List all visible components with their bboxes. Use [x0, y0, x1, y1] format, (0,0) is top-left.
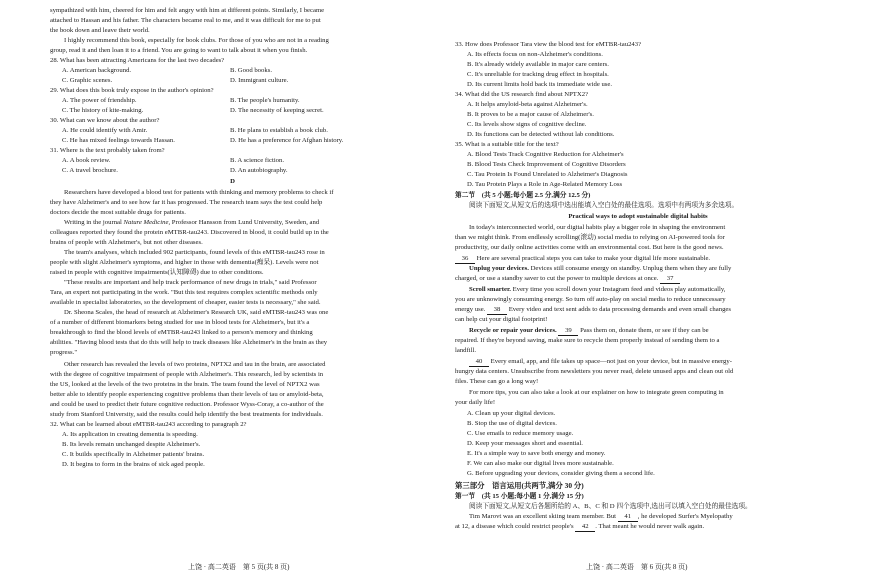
question-32-option: A. Its application in creating dementia is speeding. — [62, 431, 198, 438]
text-line: raised in people with cognitive impairments(认知障碍) due to other conditions. — [50, 269, 264, 276]
text-line: files. These can go a long way! — [455, 378, 539, 385]
text-line: 36 Here are several practical steps you can take to make your digital life more sustainable. — [455, 254, 821, 264]
question-35-option: B. Blood Tests Check Improvement of Cognitive Disorders — [467, 161, 626, 168]
text-line: hungry data centers. Unsubscribe from newsletters you never read, delete unused apps and clean out old — [455, 368, 734, 375]
text-line: For more tips, you can also take a look at our explainer on how to integrate green computing in — [469, 389, 724, 396]
question-33-option: C. It's unreliable for tracking drug effect in hospitals. — [467, 71, 609, 78]
text-line: abilities. "Having blood tests that do this will help to track diseases like Alzheimer's in the brain as they — [50, 339, 328, 346]
text-line: progress." — [50, 349, 78, 356]
text-line: Other research has revealed the levels of two proteins, NPTX2 and tau in the brain, are associated — [64, 361, 326, 368]
gap-fill-option: E. It's a simple way to save both energy and money. — [467, 450, 606, 457]
question-35-stem: 35. What is a suitable title for the text? — [455, 141, 559, 148]
question-34-option: B. It proves to be a major cause of Alzheimer's. — [467, 111, 594, 118]
text-line: they have Alzheimer's and to see how far it has progressed. The research team says the test could help — [50, 199, 323, 206]
text-line: than we might think. From endlessly scrolling(滚动) social media to relying on AI-powered tools for — [455, 234, 725, 241]
question-28-options: C. Graphic scenes. D. Immigrant culture. — [62, 77, 289, 84]
text-line: repaired. If they're beyond saving, make sure to recycle them properly instead of sending them to a — [455, 337, 720, 344]
text-line: productivity, our daily online activities come with an environmental cost. But here is the good news. — [455, 244, 724, 251]
page-footer-6: 上饶 · 高二英语 第 6 页(共 8 页) — [586, 563, 688, 571]
part-3-instruction: 阅读下面短文,从短文后各题所给的 A、B、C 和 D 四个选项中,选出可以填入空白处的最佳选项。 — [469, 503, 752, 510]
question-34-option: C. Its levels show signs of cognitive decline. — [467, 121, 587, 128]
text-line: people with slight Alzheimer's symptoms, and higher in those with dementia(痴呆). Levels were not — [50, 259, 319, 266]
text-line: landfill. — [455, 347, 476, 354]
blank-40: 40 — [469, 358, 489, 367]
gap-fill-option: F. We can also make our digital lives more sustainable. — [467, 460, 614, 467]
section-heading-d: D — [230, 178, 235, 185]
blank-39: 39 — [558, 327, 578, 336]
question-34-option: A. It helps amyloid-beta against Alzheimer's. — [467, 101, 588, 108]
left-column — [50, 6, 415, 578]
journal-name: Nature Medicine — [123, 219, 169, 226]
text-line: your daily life! — [455, 399, 496, 406]
question-34-stem: 34. What did the US research find about NPTX2? — [455, 91, 589, 98]
question-32-option: C. It builds specifically in Alzheimer patients' brains. — [62, 451, 205, 458]
question-29-options: C. The history of kite-making. D. The necessity of keeping secret. — [62, 107, 324, 114]
question-34-option: D. Its functions can be detected without lab conditions. — [467, 131, 615, 138]
blank-42: 42 — [575, 523, 595, 532]
question-31-options: A. A book review. B. A science fiction. — [62, 157, 285, 164]
question-30-options: C. He has mixed feelings towards Hassan. D. He has a preference for Afghan history. — [62, 137, 344, 144]
text-line: Writing in the journal Nature Medicine, Professor Hansson from Lund University, Sweden, and — [64, 219, 320, 226]
question-32-option: B. Its levels remain unchanged despite Alzheimer's. — [62, 441, 201, 448]
question-32-option: D. It begins to form in the brains of sick aged people. — [62, 461, 205, 468]
text-line: study from Stanford University, said the results could help identify the best treatments for individuals. — [50, 411, 323, 418]
question-32-stem: 32. What can be learned about eMTBR-tau243 according to paragraph 2? — [50, 421, 247, 428]
question-35-option: D. Tau Protein Plays a Role in Age-Related Memory Loss — [467, 181, 623, 188]
text-line: In today's interconnected world, our digital habits play a bigger role in shaping the environment — [469, 224, 726, 231]
blank-37: 37 — [660, 275, 680, 284]
question-33-option: D. Its current limits hold back its immediate wide use. — [467, 81, 613, 88]
text-line: at 12, a disease which could restrict people's 42 . That meant he would never walk again. — [455, 523, 705, 530]
text-line: attached to Hassan and his father. The characters became real to me, and it was difficult for me to put — [50, 17, 321, 24]
page-footer-5: 上饶 · 高二英语 第 5 页(共 8 页) — [188, 563, 290, 571]
subheading-scroll: Scroll smarter. — [469, 286, 511, 293]
question-29-options: A. The power of friendship. B. The people's humanity. — [62, 97, 300, 104]
text-line: Researchers have developed a blood test for patients with thinking and memory problems to check if — [64, 189, 334, 196]
text-line: the US, looked at the levels of the two proteins in the brain. The team found the level of NPTX2 was — [50, 381, 320, 388]
blank-36: 36 — [455, 255, 475, 264]
text-line: of a number of different biomarkers being studied for use in blood tests for Alzheimer's, but it's a — [50, 319, 310, 326]
section-2-heading: 第二节 (共 5 小题;每小题 2.5 分,满分 12.5 分) — [455, 192, 591, 199]
question-33-option: A. Its effects focus on non-Alzheimer's conditions. — [467, 51, 603, 58]
question-35-option: A. Blood Tests Track Cognitive Reduction for Alzheimer's — [467, 151, 624, 158]
gap-fill-option: D. Keep your messages short and essential. — [467, 440, 583, 447]
gap-fill-option: A. Clean up your digital devices. — [467, 410, 556, 417]
question-30-stem: 30. What can we know about the author? — [50, 117, 160, 124]
text-line: 40 Every email, app, and file takes up space—not just on your device, but in massive energy- — [455, 357, 821, 367]
gap-fill-option: G. Before upgrading your devices, consider giving them a second life. — [467, 470, 655, 477]
part-3-section-1: 第一节 (共 15 小题;每小题 1 分,满分 15 分) — [455, 493, 584, 500]
question-29-stem: 29. What does this book truly expose in the author's opinion? — [50, 87, 214, 94]
text-line: Scroll smarter. Every time you scroll down your Instagram feed and videos play automatically, — [469, 286, 726, 293]
text-line: group, read it and then loan it to a friend. You are going to want to talk about it when you finish. — [50, 47, 308, 54]
subheading-unplug: Unplug your devices. — [469, 265, 529, 272]
question-31-stem: 31. Where is the text probably taken from? — [50, 147, 165, 154]
text-line: energy use. 38 Every video and text sent adds to data processing demands and even small changes — [455, 306, 731, 313]
question-31-options: C. A travel brochure. D. An autobiography. — [62, 167, 288, 174]
question-35-option: C. Tau Protein Is Found Unrelated to Alzheimer's Diagnosis — [467, 171, 628, 178]
question-33-stem: 33. How does Professor Tara view the blood test for eMTBR-tau243? — [455, 41, 642, 48]
part-3-heading: 第三部分 语言运用(共两节,满分 30 分) — [455, 481, 584, 490]
text-line: The team's analyses, which included 902 participants, found levels of this eMTBR-tau243 rose in — [64, 249, 325, 256]
gap-fill-option: C. Use emails to reduce memory usage. — [467, 430, 574, 437]
text-line: I highly recommend this book, especially for book clubs. For those of you who are not in a reading — [64, 37, 329, 44]
question-33-option: B. It's already widely available in major care centers. — [467, 61, 609, 68]
text-line: Recycle or repair your devices. 39 Pass them on, donate them, or see if they can be — [469, 327, 709, 334]
text-line: colleagues reported they found the protein eMTBR-tau243. Discovered in blood, it could build up in the — [50, 229, 329, 236]
blank-38: 38 — [487, 306, 507, 315]
blank-41: 41 — [618, 513, 638, 522]
question-28-stem: 28. What has been attracting Americans for the last two decades? — [50, 57, 225, 64]
text-line: available in specialist laboratories, so the development of cheaper, easier tests is necessary," she said. — [50, 299, 321, 306]
question-28-options: A. American background. B. Good books. — [62, 67, 272, 74]
gap-fill-option: B. Stop the use of digital devices. — [467, 420, 557, 427]
question-30-options: A. He could identify with Amir. B. He plans to establish a book club. — [62, 127, 328, 134]
text-line: Unplug your devices. Devices still consume energy on standby. Unplug them when they are fully — [469, 265, 732, 272]
text-line: you are unknowingly consuming energy. So turn off auto-play on social media to reduce unnecessary — [455, 296, 726, 303]
subheading-recycle: Recycle or repair your devices. — [469, 327, 557, 334]
text-line: "These results are important and help track performance of new drugs in trials," said Professor — [64, 279, 317, 286]
text-line: with the degree of cognitive impairment of people with Alzheimer's. This research, led by scientists in — [50, 371, 324, 378]
right-column — [455, 6, 821, 578]
text-line: Tara, an expert not participating in the work. "But this test requires complex scientific methods only — [50, 289, 318, 296]
text-line: Dr. Sheona Scales, the head of research at Alzheimer's Research UK, said eMTBR-tau243 was one — [64, 309, 329, 316]
text-line: Tim Marovt was an excellent skiing team member. But 41 , he developed Surfer's Myelopathy — [469, 513, 733, 520]
text-line: sympathized with him, cheered for him and felt angry with him at different points. Similarly, I became — [50, 7, 325, 14]
text-line: can help cut your digital footprint! — [455, 316, 548, 323]
text-line: charged, or use a standby saver to cut the power to multiple devices at once. 37 — [455, 274, 821, 284]
text-line: better able to identify people experiencing cognitive problems than their levels of tau or amyloid-beta, — [50, 391, 324, 398]
text-line: and could be used to predict their future cognitive reduction. Professor Wyss-Coray, a co-author of the — [50, 401, 324, 408]
section-2-instruction: 阅读下面短文,从短文后的选项中选出能填入空白处的最佳选项。选项中有两项为多余选项。 — [469, 202, 739, 209]
text-line: breakthrough to find the blood levels of eMTBR-tau243 linked to a person's memory and thinking — [50, 329, 313, 336]
text-line: brains of people with Alzheimer's, but not other diseases. — [50, 239, 203, 246]
text-line: the book down and leave their world. — [50, 27, 150, 34]
passage-title: Practical ways to adopt sustainable digital habits — [568, 213, 708, 220]
text-line: doctors decide the most suitable drugs for patients. — [50, 209, 186, 216]
